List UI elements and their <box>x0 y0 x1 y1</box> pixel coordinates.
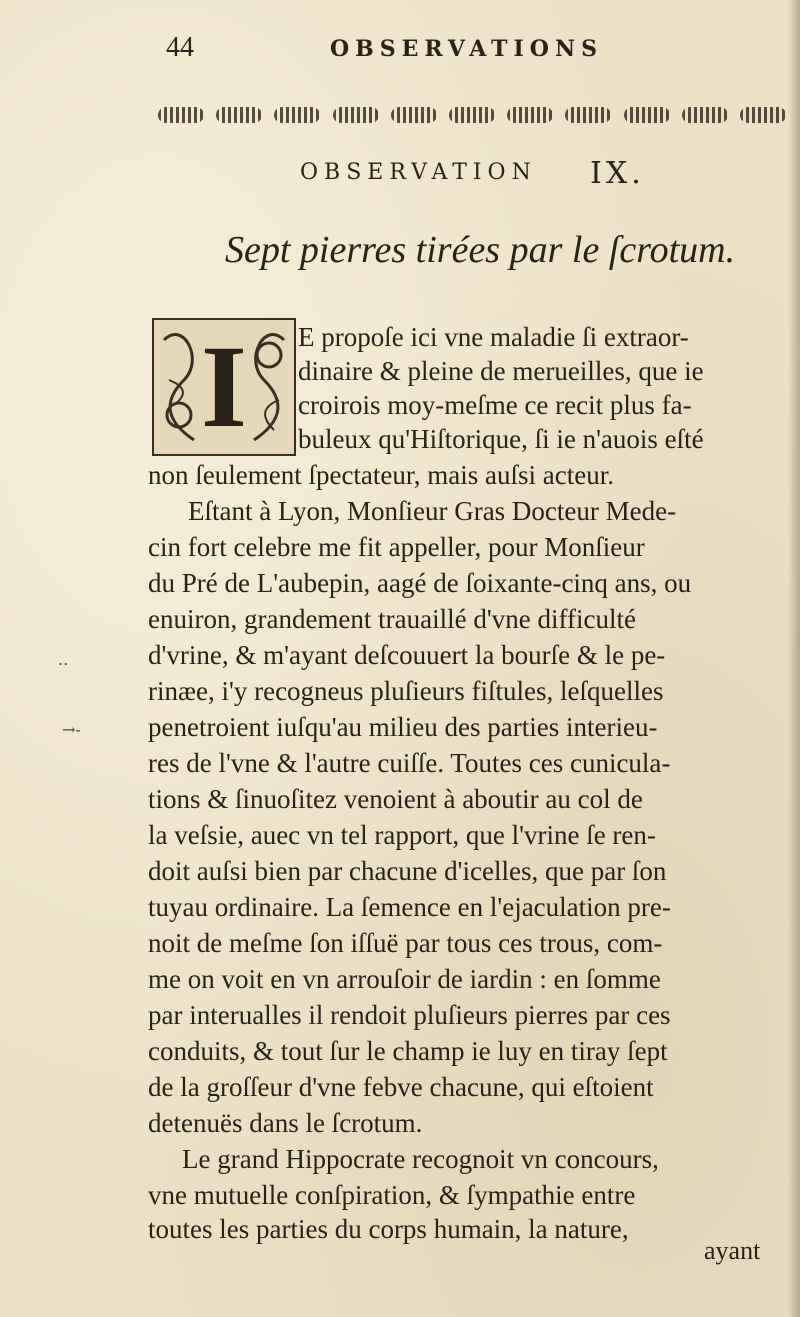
ornament-unit <box>682 107 728 123</box>
text-line: Eſtant à Lyon, Monſieur Gras Docteur Mede- <box>188 496 677 526</box>
text-line: me on voit en vn arrouſoir de iardin : en ſomme <box>148 964 661 994</box>
running-head <box>160 32 640 72</box>
margin-mark-icon: →- <box>62 720 81 739</box>
ornament-unit <box>740 107 786 123</box>
ornament-unit <box>624 107 670 123</box>
ornament-unit <box>333 107 379 123</box>
text-line: rinæe, i'y recogneus pluſieurs fiſtules, leſquelles <box>148 676 664 706</box>
ornament-unit <box>391 107 437 123</box>
text-line: croirois moy-meſme ce recit plus fa- <box>298 390 692 420</box>
text-line: par interualles il rendoit pluſieurs pierres par ces <box>148 1000 671 1030</box>
text-line: conduits, & tout ſur le champ ie luy en tiray ſept <box>148 1036 668 1066</box>
text-line: tuyau ordinaire. La ſemence en l'ejaculation pre- <box>148 892 671 922</box>
text-line: de la groſſeur d'vne febve chacune, qui eſtoient <box>148 1072 654 1102</box>
text-line: buleux qu'Hiſtorique, ſi ie n'auois eſté <box>298 424 704 454</box>
ornament-unit <box>216 107 262 123</box>
text-line: vne mutuelle conſpiration, & ſympathie entre <box>148 1180 636 1210</box>
observation-number: IX. <box>590 156 645 191</box>
text-line: d'vrine, & m'ayant deſcouuert la bourſe & le pe- <box>148 640 666 670</box>
margin-mark-icon: .. <box>58 650 69 669</box>
ornament-unit <box>565 107 611 123</box>
ornament-unit <box>158 107 204 123</box>
ornament-unit <box>274 107 320 123</box>
observation-heading: OBSERVATION <box>300 160 537 185</box>
text-line: E propoſe ici vne maladie ſi extraor- <box>298 322 689 352</box>
observation-subtitle: Sept pierres tirées par le ſcrotum. <box>225 229 736 271</box>
running-title: OBSERVATIONS <box>330 36 603 62</box>
ornament-unit <box>507 107 553 123</box>
dropcap-letter: I <box>201 321 247 452</box>
text-line: detenuës dans le ſcrotum. <box>148 1108 423 1138</box>
text-line: enuiron, grandement trauaillé d'vne difficulté <box>148 604 636 634</box>
text-line: du Pré de L'aubepin, aagé de ſoixante-cinq ans, ou <box>148 568 692 598</box>
page-edge-shadow <box>788 0 800 1317</box>
page-number: 44 <box>166 32 194 63</box>
catchword: ayant <box>704 1236 761 1265</box>
decorated-initial <box>152 318 296 456</box>
text-line: dinaire & pleine de merueilles, que ie <box>298 356 704 386</box>
text-line: tions & ſinuoſitez venoient à aboutir au col de <box>148 784 643 814</box>
text-line: Le grand Hippocrate recognoit vn concours, <box>182 1144 659 1174</box>
text-line: toutes les parties du corps humain, la nature, <box>148 1214 629 1244</box>
text-line: res de l'vne & l'autre cuiſſe. Toutes ces cunicula- <box>148 748 671 778</box>
text-line: la veſsie, auec vn tel rapport, que l'vrine ſe ren- <box>148 820 656 850</box>
text-line: penetroient iuſqu'au milieu des parties interieu- <box>148 712 658 742</box>
text-line: noit de meſme ſon iſſuë par tous ces trous, com- <box>148 928 663 958</box>
text-line: doit auſsi bien par chacune d'icelles, que par ſon <box>148 856 667 886</box>
text-line: cin fort celebre me fit appeller, pour Monſieur <box>148 532 645 562</box>
ornamental-band <box>158 100 786 130</box>
text-line: non ſeulement ſpectateur, mais auſsi acteur. <box>148 460 615 490</box>
ornament-unit <box>449 107 495 123</box>
